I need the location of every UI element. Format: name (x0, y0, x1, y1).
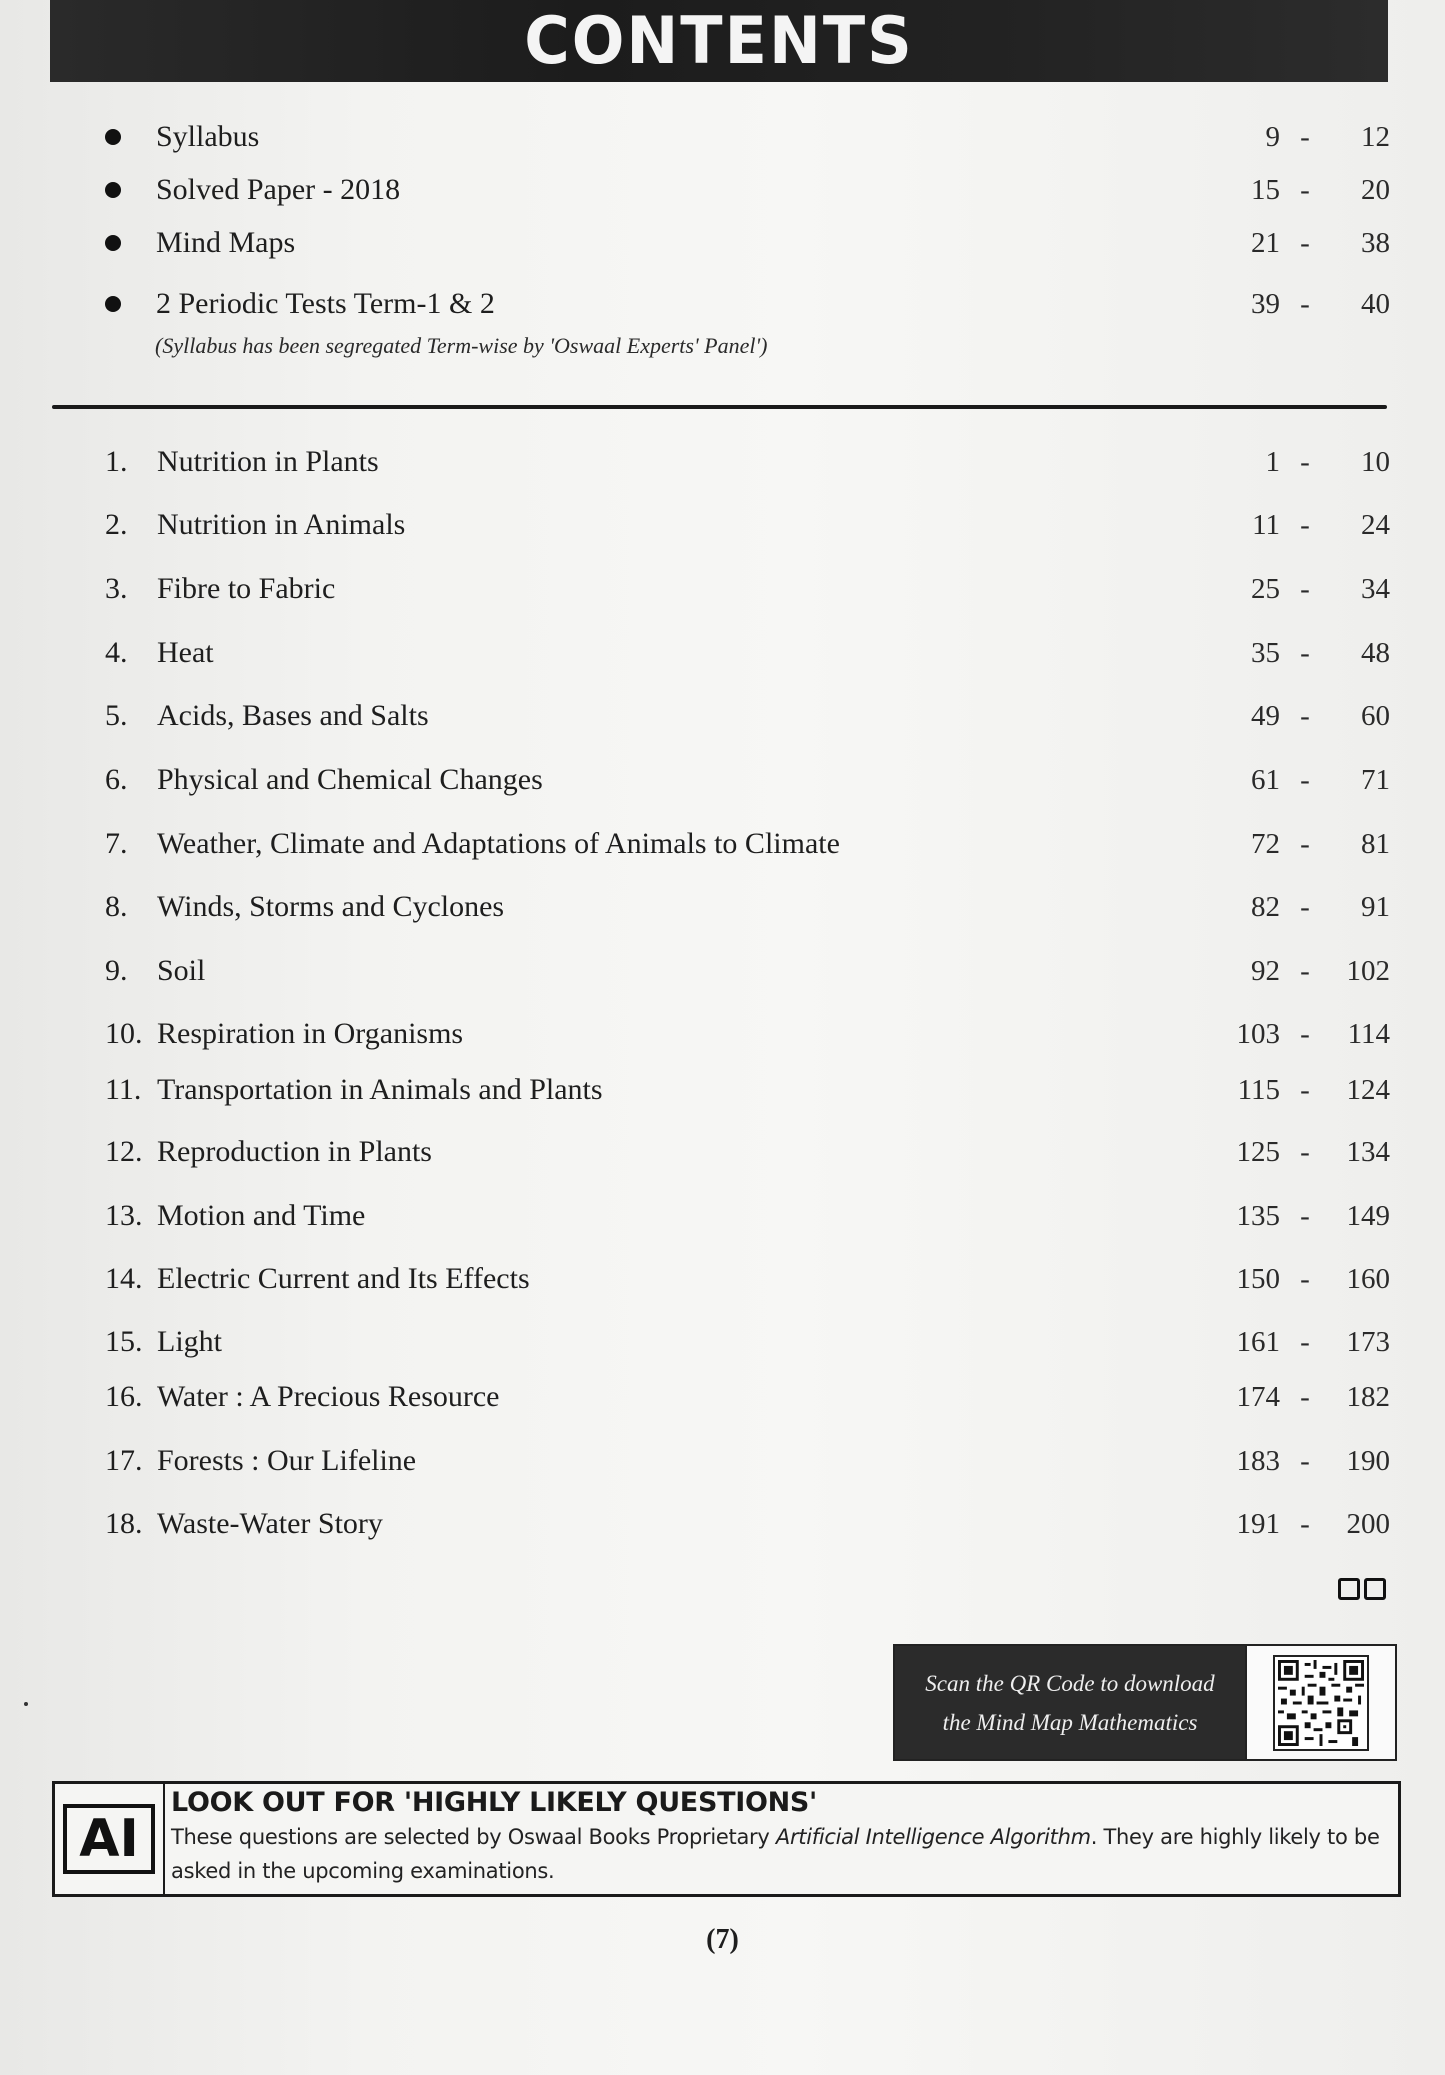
page-number: (7) (706, 1924, 739, 1955)
chapter-row[interactable] (105, 1130, 1390, 1174)
bullet-icon (105, 296, 121, 312)
end-mark-icon (1338, 1578, 1386, 1600)
chapter-title: Motion and Time (157, 1199, 366, 1232)
page-range: 21 - 38 (1251, 226, 1390, 259)
chapter-number: 12. (105, 1135, 143, 1168)
prelim-label: Syllabus (156, 120, 260, 153)
page-range: 9 - 12 (1265, 120, 1390, 153)
page-range: 135 - 149 (1236, 1199, 1390, 1232)
chapter-row[interactable] (105, 503, 1390, 547)
chapter-row[interactable] (105, 1439, 1390, 1483)
chapter-row[interactable] (105, 1068, 1390, 1112)
chapter-number: 14. (105, 1262, 143, 1295)
chapter-number: 11. (105, 1073, 142, 1106)
prelim-label: 2 Periodic Tests Term-1 & 2 (156, 287, 495, 320)
page-title: CONTENTS (524, 2, 914, 79)
page-range: 15 - 20 (1251, 173, 1390, 206)
section-divider (52, 405, 1387, 409)
chapter-number: 15. (105, 1325, 143, 1358)
chapter-row[interactable] (105, 1502, 1390, 1546)
syllabus-note: (Syllabus has been segregated Term-wise by 'Oswaal Experts' Panel') (155, 333, 768, 358)
chapter-row[interactable] (105, 1375, 1390, 1419)
chapter-row[interactable] (105, 694, 1390, 738)
page-range: 174 - 182 (1236, 1380, 1390, 1413)
page-range: 92 - 102 (1251, 954, 1390, 987)
chapter-row[interactable] (105, 822, 1390, 866)
page-range: 183 - 190 (1236, 1444, 1390, 1477)
page-range: 115 - 124 (1237, 1073, 1390, 1106)
chapter-row[interactable] (105, 1320, 1390, 1364)
chapter-title: Weather, Climate and Adaptations of Animals to Climate (157, 827, 840, 860)
print-speck (24, 1702, 28, 1706)
chapter-title: Light (157, 1325, 222, 1358)
page-range: 39 - 40 (1251, 287, 1390, 320)
qr-promo-box[interactable] (893, 1644, 1397, 1761)
ai-notice-heading: LOOK OUT FOR 'HIGHLY LIKELY QUESTIONS' (171, 1787, 818, 1818)
chapter-title: Forests : Our Lifeline (157, 1444, 417, 1477)
chapter-title: Physical and Chemical Changes (157, 763, 543, 796)
chapter-row[interactable] (105, 440, 1390, 484)
chapter-row[interactable] (105, 885, 1390, 929)
chapter-number: 7. (105, 827, 128, 860)
chapter-row[interactable] (105, 631, 1390, 675)
prelim-label: Mind Maps (156, 226, 296, 259)
chapter-number: 13. (105, 1199, 143, 1232)
page-range: 49 - 60 (1251, 699, 1390, 732)
chapter-title: Nutrition in Animals (157, 508, 406, 541)
page-range: 72 - 81 (1251, 827, 1390, 860)
chapter-number: 17. (105, 1444, 143, 1477)
page-range: 150 - 160 (1236, 1262, 1390, 1295)
bullet-icon (105, 182, 121, 198)
chapter-title: Winds, Storms and Cyclones (157, 890, 505, 923)
chapter-title: Acids, Bases and Salts (157, 699, 429, 732)
page-range: 11 - 24 (1252, 508, 1390, 541)
prelim-item[interactable] (105, 117, 1390, 157)
chapter-number: 16. (105, 1380, 143, 1413)
page-range: 82 - 91 (1251, 890, 1390, 923)
ai-logo-icon: AI (63, 1804, 155, 1874)
prelim-label: Solved Paper - 2018 (156, 173, 401, 206)
chapter-number: 8. (105, 890, 128, 923)
chapter-title: Respiration in Organisms (157, 1017, 464, 1050)
chapter-row[interactable] (105, 949, 1390, 993)
chapter-title: Nutrition in Plants (157, 445, 379, 478)
qr-code-icon[interactable] (1273, 1655, 1369, 1751)
chapter-number: 18. (105, 1507, 143, 1540)
chapter-number: 6. (105, 763, 128, 796)
page-range: 25 - 34 (1251, 572, 1390, 605)
page-range: 191 - 200 (1236, 1507, 1390, 1540)
chapter-title: Soil (157, 954, 206, 987)
chapter-row[interactable] (105, 1257, 1390, 1301)
chapter-title: Reproduction in Plants (157, 1135, 432, 1168)
page-range: 161 - 173 (1236, 1325, 1390, 1358)
qr-promo-text: Scan the QR Code to download the Mind Map Mathematics (895, 1646, 1247, 1759)
chapter-title: Electric Current and Its Effects (157, 1262, 530, 1295)
ai-notice-box (52, 1781, 1401, 1897)
chapter-row[interactable] (105, 1194, 1390, 1238)
prelim-item[interactable] (105, 170, 1390, 210)
contents-header (50, 0, 1388, 82)
chapter-title: Heat (157, 636, 214, 669)
prelim-item[interactable] (105, 223, 1390, 263)
chapter-row[interactable] (105, 1012, 1390, 1056)
chapter-number: 3. (105, 572, 128, 605)
chapter-row[interactable] (105, 758, 1390, 802)
page-range: 35 - 48 (1251, 636, 1390, 669)
page-range: 125 - 134 (1236, 1135, 1390, 1168)
bullet-icon (105, 235, 121, 251)
chapter-number: 2. (105, 508, 128, 541)
page-range: 61 - 71 (1251, 763, 1390, 796)
ai-notice-body: These questions are selected by Oswaal Books Proprietary Artificial Intelligence Algorithm. They are highly likely to be asked in the upcoming examinations. (171, 1825, 1380, 1883)
chapter-title: Transportation in Animals and Plants (157, 1073, 603, 1106)
chapter-title: Fibre to Fabric (157, 572, 336, 605)
page-range: 1 - 10 (1265, 445, 1390, 478)
chapter-number: 1. (105, 445, 128, 478)
chapter-number: 5. (105, 699, 128, 732)
chapter-number: 4. (105, 636, 128, 669)
chapter-title: Water : A Precious Resource (157, 1380, 500, 1413)
chapter-title: Waste-Water Story (157, 1507, 383, 1540)
page-range: 103 - 114 (1236, 1017, 1390, 1050)
prelim-item[interactable] (105, 284, 1390, 324)
chapter-number: 9. (105, 954, 128, 987)
chapter-number: 10. (105, 1017, 143, 1050)
bullet-icon (105, 129, 121, 145)
chapter-row[interactable] (105, 567, 1390, 611)
